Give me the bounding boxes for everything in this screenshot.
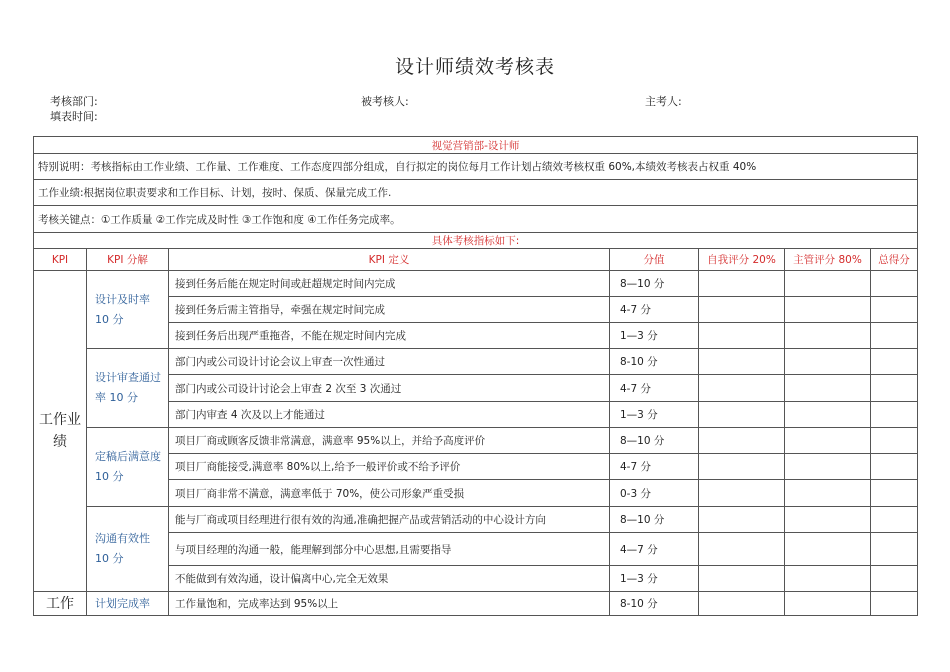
assessee-label: 被考核人: xyxy=(361,95,409,108)
total-score-cell[interactable] xyxy=(871,566,918,592)
col-score: 分值 xyxy=(610,249,699,271)
indicators-heading: 具体考核指标如下: xyxy=(34,233,918,249)
kpi-score: 8-10 分 xyxy=(610,592,699,616)
kpi-score: 4-7 分 xyxy=(610,375,699,402)
col-definition: KPI 定义 xyxy=(169,249,610,271)
kpi-group-design-review-pass-rate: 设计审查通过率 10 分 xyxy=(87,349,169,428)
supervisor-score-cell[interactable] xyxy=(785,480,871,507)
self-score-cell[interactable] xyxy=(699,402,785,428)
kpi-score: 8—10 分 xyxy=(610,507,699,533)
supervisor-score-cell[interactable] xyxy=(785,271,871,297)
kpi-score: 1—3 分 xyxy=(610,323,699,349)
kpi-definition: 接到任务后能在规定时间或赶超规定时间内完成 xyxy=(169,271,610,297)
kpi-score: 0-3 分 xyxy=(610,480,699,507)
total-score-cell[interactable] xyxy=(871,323,918,349)
supervisor-score-cell[interactable] xyxy=(785,428,871,454)
kpi-definition: 不能做到有效沟通，设计偏离中心,完全无效果 xyxy=(169,566,610,592)
self-score-cell[interactable] xyxy=(699,454,785,480)
total-score-cell[interactable] xyxy=(871,428,918,454)
key-points: 考核关键点：①工作质量 ②工作完成及时性 ③工作饱和度 ④工作任务完成率。 xyxy=(34,206,918,233)
kpi-definition: 项目厂商或顾客反馈非常满意，满意率 95%以上，并给予高度评价 xyxy=(169,428,610,454)
kpi-group-post-final-satisfaction: 定稿后满意度 10 分 xyxy=(87,428,169,507)
kpi-score: 4—7 分 xyxy=(610,533,699,566)
supervisor-score-cell[interactable] xyxy=(785,507,871,533)
kpi-score: 1—3 分 xyxy=(610,566,699,592)
total-score-cell[interactable] xyxy=(871,402,918,428)
kpi-score: 4-7 分 xyxy=(610,454,699,480)
total-score-cell[interactable] xyxy=(871,454,918,480)
self-score-cell[interactable] xyxy=(699,507,785,533)
self-score-cell[interactable] xyxy=(699,592,785,616)
table-row xyxy=(34,507,918,533)
self-score-cell[interactable] xyxy=(699,533,785,566)
self-score-cell[interactable] xyxy=(699,323,785,349)
special-note: 特别说明：考核指标由工作业绩、工作量、工作难度、工作态度四部分组成，自行拟定的岗位每月工作计划占绩效考核权重 60%,本绩效考核表占权重 40% xyxy=(34,154,918,180)
column-header-row xyxy=(34,249,918,271)
supervisor-score-cell[interactable] xyxy=(785,323,871,349)
kpi-score: 8—10 分 xyxy=(610,271,699,297)
kpi-score: 8—10 分 xyxy=(610,428,699,454)
total-score-cell[interactable] xyxy=(871,480,918,507)
kpi-definition: 项目厂商非常不满意，满意率低于 70%，使公司形象严重受损 xyxy=(169,480,610,507)
kpi-definition: 接到任务后需主管指导，牵强在规定时间完成 xyxy=(169,297,610,323)
self-score-cell[interactable] xyxy=(699,480,785,507)
table-row xyxy=(34,592,918,616)
table-row xyxy=(34,428,918,454)
kpi-table xyxy=(33,136,918,616)
total-score-cell[interactable] xyxy=(871,297,918,323)
assessor-label: 主考人: xyxy=(645,95,682,108)
kpi-definition: 接到任务后出现严重拖沓，不能在规定时间内完成 xyxy=(169,323,610,349)
col-self-score: 自我评分 20% xyxy=(699,249,785,271)
kpi-group-communication-effectiveness: 沟通有效性 10 分 xyxy=(87,507,169,592)
kpi-group-plan-completion-rate: 计划完成率 xyxy=(87,592,169,616)
date-label: 填表时间: xyxy=(50,110,98,123)
table-row xyxy=(34,349,918,375)
page-title: 设计师绩效考核表 xyxy=(394,56,555,78)
table-row xyxy=(34,271,918,297)
section-header: 视觉营销部-设计师 xyxy=(34,137,918,154)
total-score-cell[interactable] xyxy=(871,375,918,402)
total-score-cell[interactable] xyxy=(871,533,918,566)
kpi-definition: 部门内或公司设计讨论会上审查 2 次至 3 次通过 xyxy=(169,375,610,402)
supervisor-score-cell[interactable] xyxy=(785,349,871,375)
kpi-definition: 能与厂商或项目经理进行很有效的沟通,准确把握产品或营销活动的中心设计方向 xyxy=(169,507,610,533)
kpi-definition: 部门内或公司设计讨论会议上审查一次性通过 xyxy=(169,349,610,375)
self-score-cell[interactable] xyxy=(699,428,785,454)
key-points-row xyxy=(34,206,918,233)
supervisor-score-cell[interactable] xyxy=(785,533,871,566)
supervisor-score-cell[interactable] xyxy=(785,297,871,323)
indicators-heading-row xyxy=(34,233,918,249)
self-score-cell[interactable] xyxy=(699,271,785,297)
section-header-row xyxy=(34,137,918,154)
supervisor-score-cell[interactable] xyxy=(785,375,871,402)
col-kpi: KPI xyxy=(34,249,87,271)
supervisor-score-cell[interactable] xyxy=(785,402,871,428)
kpi-score: 8-10 分 xyxy=(610,349,699,375)
total-score-cell[interactable] xyxy=(871,349,918,375)
supervisor-score-cell[interactable] xyxy=(785,592,871,616)
col-breakdown: KPI 分解 xyxy=(87,249,169,271)
category-work-performance: 工作业绩 xyxy=(34,271,87,592)
performance-note-row xyxy=(34,180,918,206)
col-total: 总得分 xyxy=(871,249,918,271)
kpi-group-design-timeliness: 设计及时率 10 分 xyxy=(87,271,169,349)
supervisor-score-cell[interactable] xyxy=(785,454,871,480)
department-label: 考核部门: xyxy=(50,95,98,108)
supervisor-score-cell[interactable] xyxy=(785,566,871,592)
kpi-score: 1—3 分 xyxy=(610,402,699,428)
kpi-definition: 部门内审查 4 次及以上才能通过 xyxy=(169,402,610,428)
total-score-cell[interactable] xyxy=(871,271,918,297)
kpi-score: 4-7 分 xyxy=(610,297,699,323)
self-score-cell[interactable] xyxy=(699,297,785,323)
self-score-cell[interactable] xyxy=(699,566,785,592)
col-supervisor-score: 主管评分 80% xyxy=(785,249,871,271)
special-note-row xyxy=(34,154,918,180)
kpi-definition: 项目厂商能接受,满意率 80%以上,给予一般评价或不给予评价 xyxy=(169,454,610,480)
category-work: 工作 xyxy=(34,592,87,616)
total-score-cell[interactable] xyxy=(871,592,918,616)
performance-note: 工作业绩:根据岗位职责要求和工作目标、计划，按时、保质、保量完成工作. xyxy=(34,180,918,206)
kpi-definition: 工作量饱和，完成率达到 95%以上 xyxy=(169,592,610,616)
self-score-cell[interactable] xyxy=(699,375,785,402)
kpi-definition: 与项目经理的沟通一般，能理解到部分中心思想,且需要指导 xyxy=(169,533,610,566)
self-score-cell[interactable] xyxy=(699,349,785,375)
total-score-cell[interactable] xyxy=(871,507,918,533)
